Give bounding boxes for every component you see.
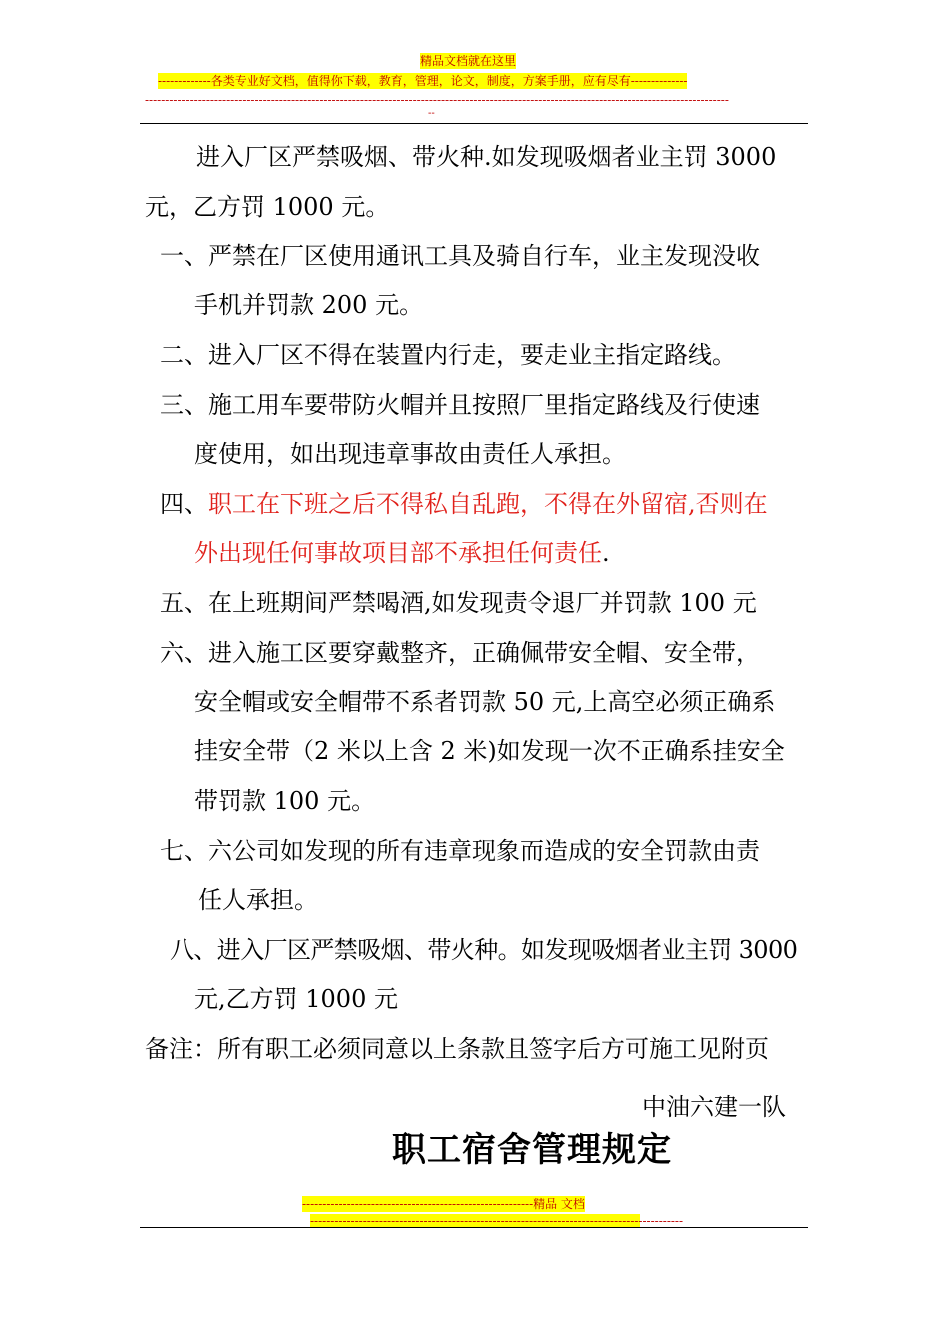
next-section-title: 职工宿舍管理规定 [392, 1130, 672, 1170]
note: 备注：所有职工必须同意以上条款且签字后方可施工见附页 [145, 1035, 769, 1063]
item-3-line-2: 度使用，如出现违章事故由责任人承担。 [194, 440, 626, 468]
header-rule [140, 123, 808, 124]
intro-line-1: 进入厂区严禁吸烟、带火种.如发现吸烟者业主罚 3000 [196, 143, 777, 171]
signature: 中油六建一队 [642, 1093, 786, 1121]
item-6-line-1: 六、进入施工区要穿戴整齐，正确佩带安全帽、安全带， [160, 639, 760, 667]
item-4-line-2 [194, 538, 610, 568]
item-3-line-1: 三、施工用车要带防火帽并且按照厂里指定路线及行使速 [160, 391, 760, 419]
item-6-line-2: 安全帽或安全帽带不系者罚款 50 元,上高空必须正确系 [194, 688, 776, 716]
item-6-line-3: 挂安全带（2 米以上含 2 米)如发现一次不正确系挂安全 [194, 737, 785, 765]
item-4-text-1: 职工在下班之后不得私自乱跑，不得在外留宿,否则在 [208, 490, 768, 518]
header-dash-tail: -- [428, 108, 435, 119]
footer-label: ---------------------------------------------------------精品 文档 [302, 1197, 585, 1211]
item-5-line-1: 五、在上班期间严禁喝酒,如发现责令退厂并罚款 100 元 [160, 589, 757, 617]
header-banner: -------------各类专业好文档，值得你下载，教育，管理，论文，制度，方案手册，应有尽有-------------- [158, 74, 688, 88]
item-8-line-2: 元,乙方罚 1000 元 [194, 985, 398, 1013]
footer-rule [140, 1227, 808, 1228]
header-top-label: 精品文档就在这里 [420, 54, 517, 68]
item-7-line-2: 任人承担。 [198, 886, 318, 914]
item-1-line-1: 一、严禁在厂区使用通讯工具及骑自行车，业主发现没收 [160, 242, 760, 270]
header-dash-line: ------------------------------------------------------------------------------------------------------------------------------------------------ [145, 93, 729, 107]
item-2-line-1: 二、进入厂区不得在装置内行走，要走业主指定路线。 [160, 341, 736, 369]
item-1-line-2: 手机并罚款 200 元。 [194, 291, 424, 319]
item-6-line-4: 带罚款 100 元。 [194, 787, 376, 815]
item-4-line-1 [160, 489, 768, 519]
item-8-line-1: 八、进入厂区严禁吸烟、带火种。如发现吸烟者业主罚 3000 [170, 936, 798, 964]
footer-dash-line: -------------------------------------------------------------------------------------------- [310, 1214, 684, 1228]
item-4-prefix: 四、 [160, 490, 208, 518]
item-7-line-1: 七、六公司如发现的所有违章现象而造成的安全罚款由责 [160, 837, 760, 865]
item-4-end: . [602, 539, 610, 567]
intro-line-2: 元，乙方罚 1000 元。 [145, 193, 390, 221]
item-4-text-2: 外出现任何事故项目部不承担任何责任 [194, 539, 602, 567]
